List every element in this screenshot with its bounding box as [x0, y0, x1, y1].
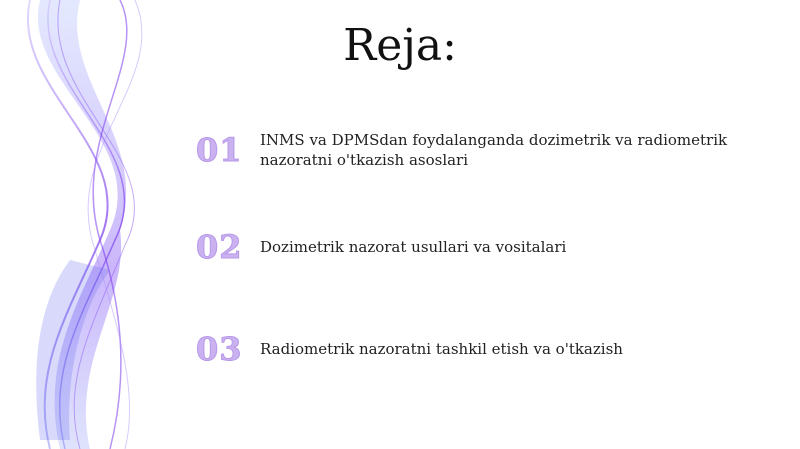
agenda-item [196, 330, 756, 368]
agenda-item [196, 130, 756, 170]
agenda-item-number: 01 [196, 131, 243, 169]
agenda-item-text: INMS va DPMSdan foydalanganda dozimetrik va radiometrik nazoratni o'tkazish asoslari [260, 131, 728, 169]
agenda-item-number: 02 [196, 228, 243, 266]
agenda-item-number: 03 [196, 330, 243, 368]
slide-title: Reja: [343, 20, 457, 71]
decorative-smoke-ribbon [0, 0, 200, 449]
agenda-item-text: Radiometrik nazoratni tashkil etish va o'tkazish [260, 340, 623, 358]
agenda-item-text: Dozimetrik nazorat usullari va vositalari [260, 238, 567, 256]
agenda-item [196, 228, 756, 266]
